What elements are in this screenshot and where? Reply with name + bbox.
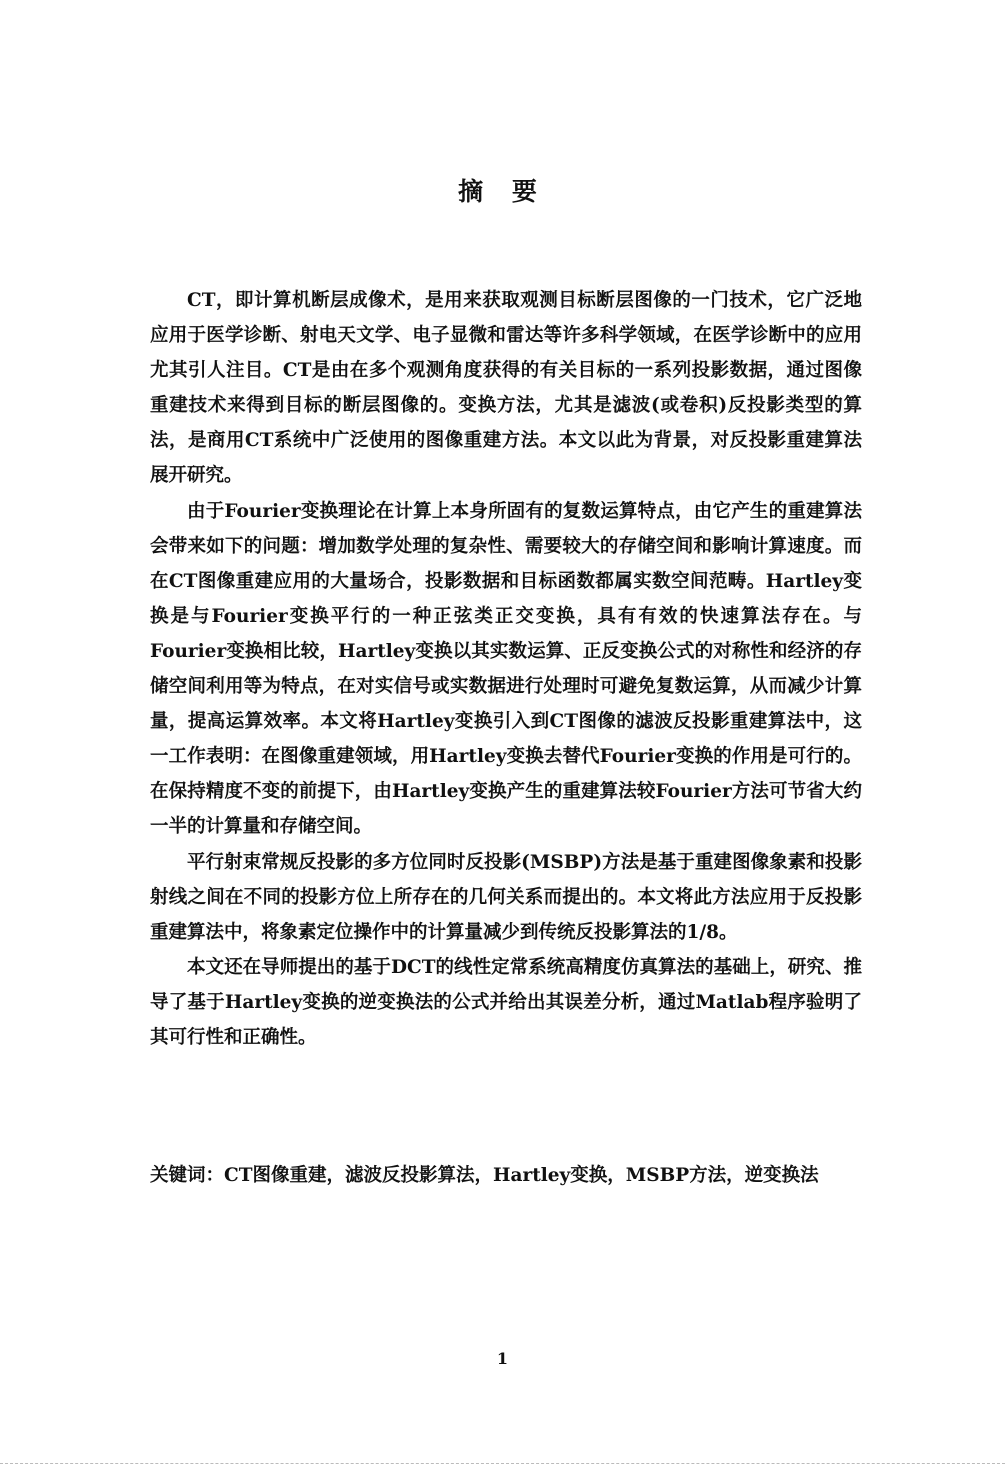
abstract-paragraph-2: 由于Fourier变换理论在计算上本身所固有的复数运算特点，由它产生的重建算法会带来如下的问题：增加数学处理的复杂性、需要较大的存储空间和影响计算速度。而在CT图像重建应用的大量场合，投影数据和目标函数都属实数空间范畴。Hartley变换是与Fourier变换平行的一种正弦类正交变换，具有有效的快速算法存在。与Fourier变换相比较，Hartley变换以其实数运算、正反变换公式的对称性和经济的存储空间利用等为特点，在对实信号或实数据进行处理时可避免复数运算，从而减少计算量，提高运算效率。本文将Hartley变换引入到CT图像的滤波反投影重建算法中，这一工作表明：在图像重建领域，用Hartley变换去替代Fourier变换的作用是可行的。在保持精度不变的前提下，由Hartley变换产生的重建算法较Fourier方法可节省大约一半的计算量和存储空间。 bbox=[150, 500, 862, 838]
abstract-paragraph-4: 本文还在导师提出的基于DCT的线性定常系统高精度仿真算法的基础上，研究、推导了基于Hartley变换的逆变换法的公式并给出其误差分析，通过Matlab程序验明了其可行性和正确性。 bbox=[150, 956, 862, 1048]
abstract-paragraph-1: CT，即计算机断层成像术，是用来获取观测目标断层图像的一门技术，它广泛地应用于医学诊断、射电天文学、电子显微和雷达等许多科学领域，在医学诊断中的应用尤其引人注目。CT是由在多个观测角度获得的有关目标的一系列投影数据，通过图像重建技术来得到目标的断层图像的。变换方法，尤其是滤波(或卷积)反投影类型的算法，是商用CT系统中广泛使用的图像重建方法。本文以此为背景，对反投影重建算法展开研究。 bbox=[150, 290, 862, 487]
page-bottom-edge bbox=[0, 1463, 1005, 1464]
keywords-line: 关键词：CT图像重建，滤波反投影算法，Hartley变换，MSBP方法，逆变换法 bbox=[150, 1165, 819, 1186]
abstract-paragraph-3: 平行射束常规反投影的多方位同时反投影(MSBP)方法是基于重建图像象素和投影射线之间在不同的投影方位上所存在的几何关系而提出的。本文将此方法应用于反投影重建算法中，将象素定位操作中的计算量减少到传统反投影算法的1/8。 bbox=[150, 851, 862, 943]
abstract-body bbox=[150, 283, 862, 1055]
page-title: 摘 要 bbox=[458, 177, 547, 206]
page-number: 1 bbox=[496, 1349, 509, 1368]
